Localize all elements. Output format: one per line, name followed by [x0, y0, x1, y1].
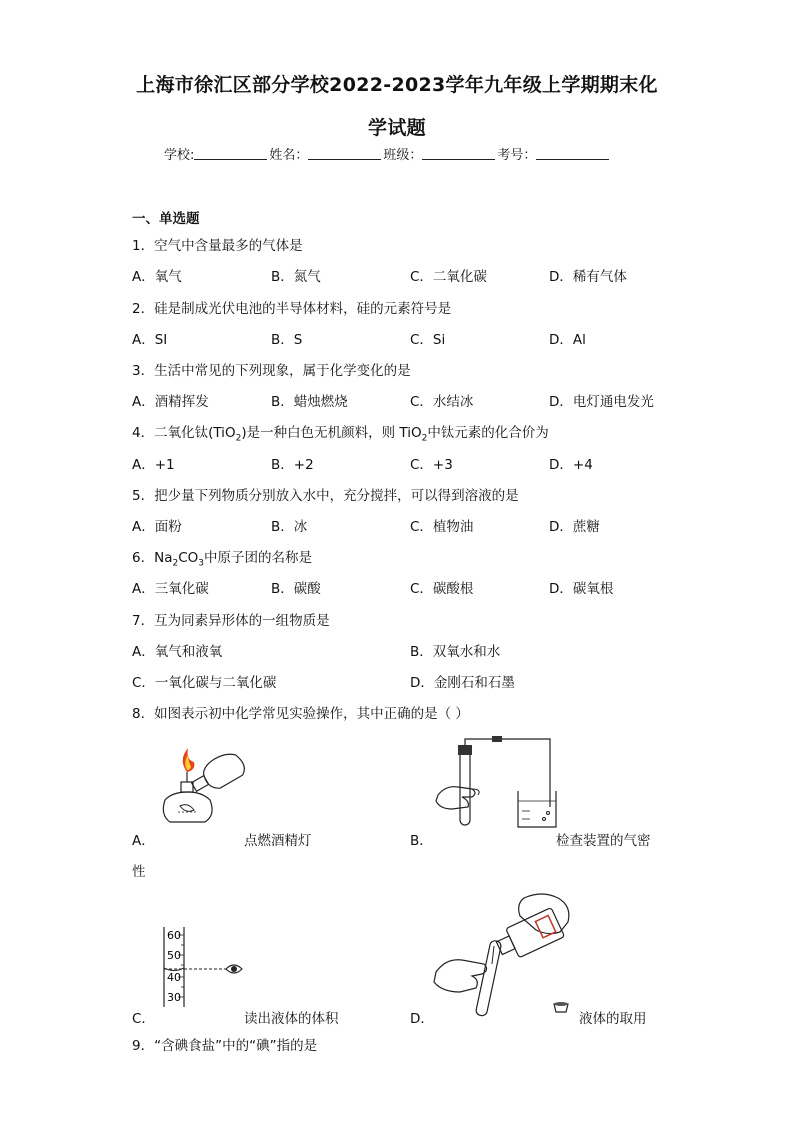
title-line-2: 学试题 — [368, 117, 426, 139]
q8-option-b-caption: 检查装置的气密 — [556, 833, 651, 849]
q5-option-b: B．冰 — [271, 519, 308, 535]
q2-option-a: A．SI — [132, 332, 168, 348]
q1-option-a: A．氧气 — [132, 269, 182, 285]
q6-option-b: B．碳酸 — [271, 581, 321, 597]
q3-option-d: D．电灯通电发光 — [549, 394, 654, 410]
title-line-1: 上海市徐汇区部分学校2022-2023学年九年级上学期期末化 — [136, 74, 658, 96]
q5-option-a: A．面粉 — [132, 519, 182, 535]
q8-option-c-label: C． — [132, 1011, 155, 1027]
figure-liquid-pouring — [432, 888, 582, 1023]
class-label: 班级： — [383, 148, 423, 163]
q6-option-c: C．碳酸根 — [410, 581, 474, 597]
q7-option-b: B．双氧水和水 — [410, 644, 501, 660]
q4-subscript-2: 2 — [421, 433, 428, 444]
q6-stem-part1: 6．Na — [132, 550, 173, 566]
question-stem-1: 1．空气中含量最多的气体是 — [132, 238, 303, 254]
q4-stem-part1: 4．二氧化钛(TiO — [132, 425, 236, 441]
q4-stem-part3: 中钛元素的化合价为 — [427, 425, 549, 441]
q8-option-d-caption: 液体的取用 — [579, 1011, 647, 1027]
figure-airtight-check — [432, 735, 562, 835]
question-stem-4 — [132, 421, 549, 444]
q4-stem-part2: )是一种白色无机颜料，则 TiO — [241, 425, 422, 441]
q5-option-c: C．植物油 — [410, 519, 474, 535]
scale-tick-60: 60 — [167, 929, 181, 942]
q6-subscript-2: 3 — [198, 558, 204, 569]
q6-subscript-1: 2 — [172, 558, 179, 569]
q4-option-b: B．+2 — [271, 457, 314, 473]
q2-option-c: C．Si — [410, 332, 446, 348]
q5-option-d: D．蔗糖 — [549, 519, 600, 535]
q3-option-a: A．酒精挥发 — [132, 394, 209, 410]
q8-option-b-label: B． — [410, 833, 433, 849]
q4-option-a: A．+1 — [132, 457, 175, 473]
q6-stem-part3: 中原子团的名称是 — [204, 550, 312, 566]
class-blank[interactable] — [422, 147, 495, 160]
q1-option-b: B．氮气 — [271, 269, 321, 285]
question-stem-5: 5．把少量下列物质分别放入水中，充分搅拌，可以得到溶液的是 — [132, 488, 519, 504]
q1-option-d: D．稀有气体 — [549, 269, 627, 285]
q7-option-c: C．一氧化碳与二氧化碳 — [132, 675, 277, 691]
name-blank[interactable] — [308, 147, 381, 160]
q6-option-a: A．三氧化碳 — [132, 581, 209, 597]
student-info-line — [164, 144, 611, 163]
q6-stem-part2: CO — [178, 550, 199, 566]
q8-option-d-label: D． — [410, 1011, 434, 1027]
q7-option-d: D．金刚石和石墨 — [410, 675, 515, 691]
q4-option-d: D．+4 — [549, 457, 593, 473]
question-stem-2: 2．硅是制成光伏电池的半导体材料，硅的元素符号是 — [132, 301, 452, 317]
exam-no-blank[interactable] — [536, 147, 609, 160]
q2-option-d: D．Al — [549, 332, 586, 348]
q6-option-d: D．碳氧根 — [549, 581, 614, 597]
section-title: 一、单选题 — [132, 211, 200, 227]
q3-option-b: B．蜡烛燃烧 — [271, 394, 348, 410]
q3-option-c: C．水结冰 — [410, 394, 474, 410]
q8-option-a-label: A． — [132, 833, 155, 849]
question-stem-6 — [132, 546, 312, 569]
scale-tick-40: 40 — [167, 971, 181, 984]
scale-tick-30: 30 — [167, 991, 181, 1004]
q1-option-c: C．二氧化碳 — [410, 269, 487, 285]
q8-option-b-caption-cont: 性 — [132, 864, 146, 880]
name-label: 姓名： — [269, 148, 309, 163]
school-label: 学校: — [164, 148, 195, 163]
exam-no-label: 考号： — [497, 148, 537, 163]
scale-tick-50: 50 — [167, 949, 181, 962]
question-stem-8: 8．如图表示初中化学常见实验操作，其中正确的是（ ） — [132, 706, 469, 722]
figure-alcohol-lamp — [150, 740, 250, 835]
q7-option-a: A．氧气和液氧 — [132, 644, 223, 660]
q4-subscript-1: 2 — [235, 433, 242, 444]
q4-option-c: C．+3 — [410, 457, 453, 473]
q8-option-c-caption: 读出液体的体积 — [244, 1011, 339, 1027]
question-stem-7: 7．互为同素异形体的一组物质是 — [132, 613, 330, 629]
q8-option-a-caption: 点燃酒精灯 — [244, 833, 312, 849]
school-blank[interactable] — [194, 147, 267, 160]
q2-option-b: B．S — [271, 332, 303, 348]
figure-graduated-cylinder — [160, 925, 250, 1010]
question-stem-3: 3．生活中常见的下列现象，属于化学变化的是 — [132, 363, 411, 379]
question-stem-9: 9．“含碘食盐”中的“碘”指的是 — [132, 1038, 318, 1054]
